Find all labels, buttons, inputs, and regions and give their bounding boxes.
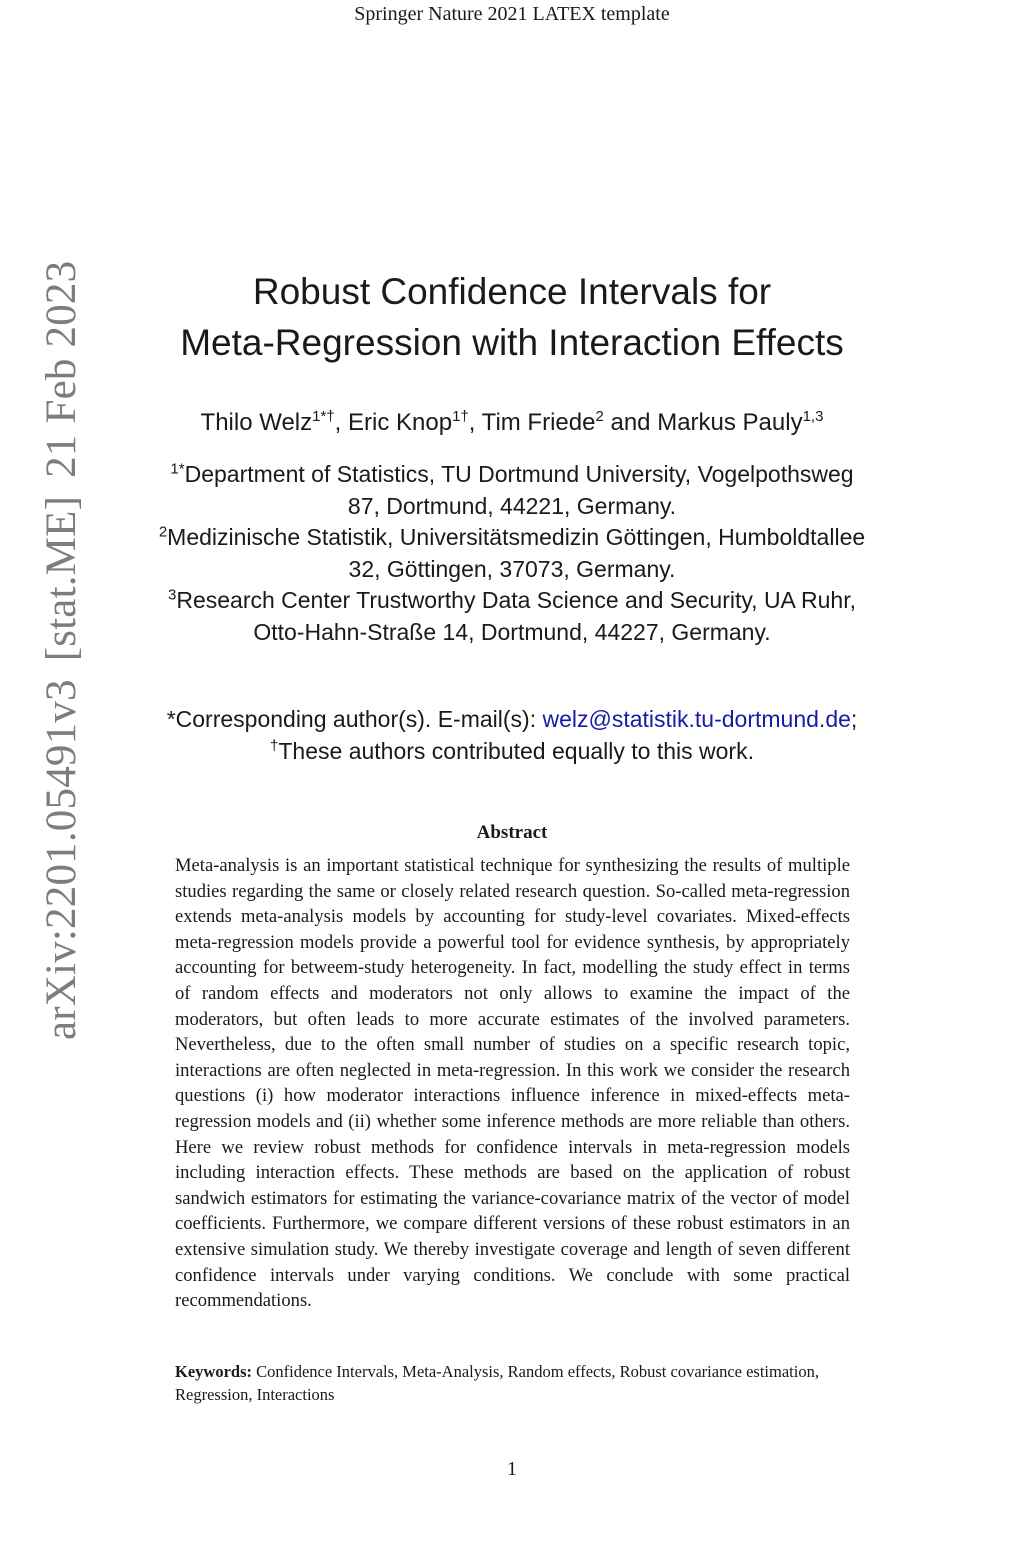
keywords-label: Keywords: <box>175 1362 252 1381</box>
arxiv-date: 21 Feb 2023 <box>38 260 85 478</box>
affiliation-3 <box>120 585 904 648</box>
correspondence-suffix: ; <box>850 706 858 732</box>
dagger-mark: † <box>270 737 279 755</box>
author-marks: 1† <box>452 408 469 425</box>
affiliation-2 <box>120 522 904 585</box>
affiliation-1 <box>120 459 904 522</box>
author-name: Tim Friede <box>481 409 596 436</box>
affiliations <box>120 459 904 648</box>
affiliation-line: Department of Statistics, TU Dortmund University, Vogelpothsweg <box>184 461 854 487</box>
email-link[interactable]: welz@statistik.tu-dortmund.de <box>542 706 851 732</box>
arxiv-category: [stat.ME] <box>38 495 85 662</box>
equal-contribution-note: These authors contributed equally to this work. <box>278 738 754 764</box>
author-name: Markus Pauly <box>657 409 803 436</box>
arxiv-stamp <box>36 180 88 1040</box>
abstract-text: Meta-analysis is an important statistical technique for synthesizing the results of multiple studies regarding the same or closely related research question. So-called meta-regression extends meta-analysis models by accounting for study-level covariates. Mixed-effects meta-regression models provide a powerful tool for evidence synthesis, by appropriately accounting for betweem-study heterogeneity. In fact, modelling the study effect in terms of random effects and moderators not only allows to examine the impact of the moderators, but often leads to more accurate estimates of the involved parameters. Nevertheless, due to the often small number of studies on a specific research topic, interactions are often neglected in meta-regression. In this work we consider the research questions (i) how moderator interactions influence inference in mixed-effects meta-regression models and (ii) whether some inference methods are more reliable than others. Here we review robust methods for confidence intervals in meta-regression models including interaction effects. These methods are based on the application of robust sandwich estimators for estimating the variance-covariance matrix of the vector of model coefficients. Furthermore, we compare different versions of these robust estimators in an extensive simulation study. We thereby investigate coverage and length of seven different confidence intervals under varying conditions. We conclude with some practical recommendations. <box>175 855 850 1312</box>
affiliation-line: Research Center Trustworthy Data Science and Security, UA Ruhr, <box>176 587 856 613</box>
keywords <box>175 1361 850 1406</box>
title-line-1: Robust Confidence Intervals for <box>252 271 772 312</box>
abstract-heading: Abstract <box>476 822 548 843</box>
keywords-text: Confidence Intervals, Meta-Analysis, Random effects, Robust covariance estimation, Regression, Interactions <box>175 1362 819 1404</box>
page-number: 1 <box>507 1458 517 1480</box>
author-name: Thilo Welz <box>200 409 313 436</box>
affiliation-line: Medizinische Statistik, Universitätsmedizin Göttingen, Humboldtallee <box>167 524 866 550</box>
affiliation-line: Otto-Hahn-Straße 14, Dortmund, 44227, Germany. <box>253 618 771 645</box>
affiliation-mark: 2 <box>158 523 168 541</box>
running-header: Springer Nature 2021 LATEX template <box>354 3 670 25</box>
author-marks: 2 <box>595 408 604 425</box>
author-separator: , <box>468 409 482 436</box>
author-list <box>100 406 924 440</box>
arxiv-identifier: arXiv:2201.05491v3 <box>38 679 85 1040</box>
affiliation-mark: 3 <box>167 586 177 604</box>
author-separator: , <box>334 409 349 436</box>
author-name: Eric Knop <box>348 409 453 436</box>
author-separator: and <box>603 409 658 436</box>
affiliation-mark: 1* <box>170 460 185 478</box>
correspondence <box>100 703 924 767</box>
correspondence-prefix: *Corresponding author(s). E-mail(s): <box>166 706 543 732</box>
title-line-2: Meta-Regression with Interaction Effects <box>180 322 844 363</box>
author-marks: 1,3 <box>802 408 824 425</box>
affiliation-line: 87, Dortmund, 44221, Germany. <box>347 492 677 519</box>
author-marks: 1*† <box>312 408 335 425</box>
affiliation-line: 32, Göttingen, 37073, Germany. <box>348 555 676 582</box>
paper-title <box>100 266 924 368</box>
